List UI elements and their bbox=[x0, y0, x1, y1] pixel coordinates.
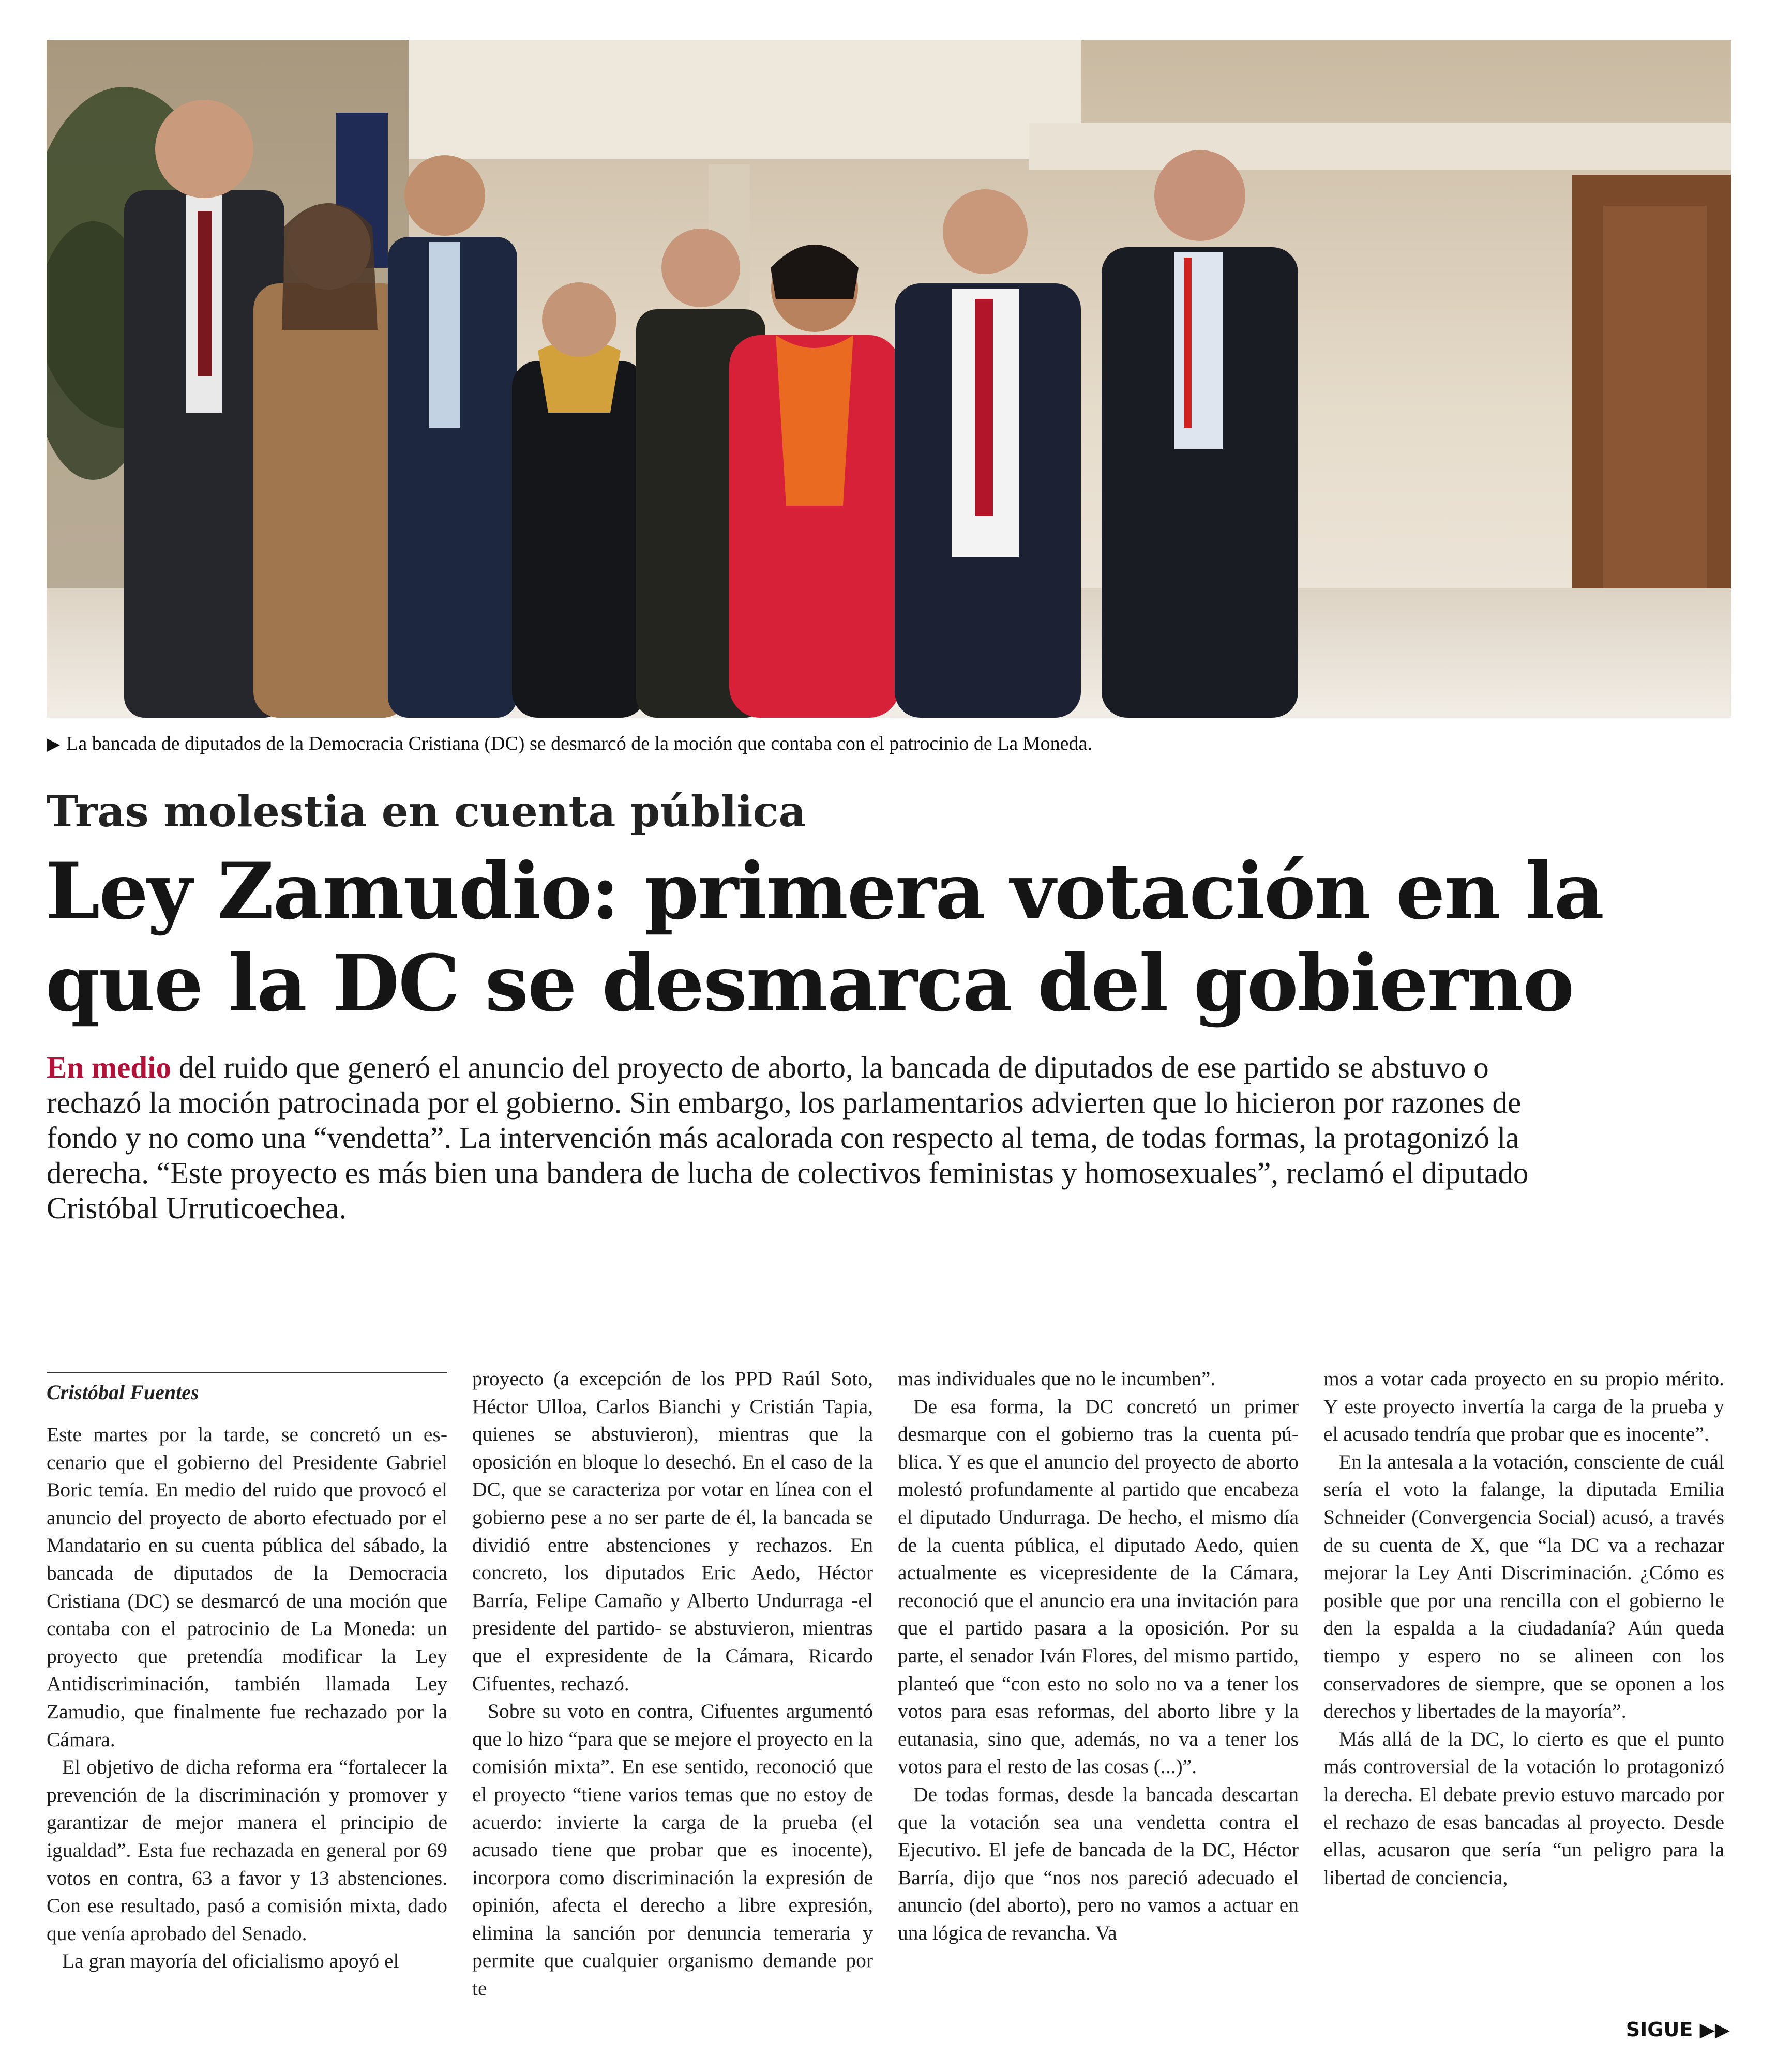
article-column-1 bbox=[47, 1421, 447, 1975]
paragraph: En la antesala a la votación, consciente de cuál sería el voto la falange, la diputada Emilia Schneider (Convergencia Social) acusó, a través de su cuenta de X, que “la DC va a rechazar mejorar la Ley Anti Discriminación. ¿Cómo es posible que por una rencilla con el gobierno le den la espalda a la ciudadanía? Aún queda tiempo y espero no se alineen con los conservadores de siempre, que se oponen a los derechos y libertades de la mayoría”. bbox=[1323, 1450, 1724, 1723]
lead-highlight: En medio bbox=[47, 1050, 171, 1084]
lead-paragraph bbox=[47, 1050, 1536, 1226]
paragraph: De todas formas, desde la bancada descartan que la votación sea una vendetta contra el Ejecutivo. El jefe de bancada de la DC, Héctor Barría, dijo que “nos nos pareció adecuado el anuncio (del aborto), pero no vamos a actuar en una lógica de revancha. Va bbox=[898, 1782, 1299, 1944]
kicker: Tras molestia en cuenta pública bbox=[47, 787, 806, 837]
article-column-4 bbox=[1323, 1365, 1724, 1892]
headline bbox=[46, 845, 1731, 1030]
group-photo bbox=[47, 40, 1731, 718]
article-column-3 bbox=[898, 1365, 1299, 1947]
paragraph: proyecto (a excepción de los PPD Raúl Soto, Héctor Ulloa, Carlos Bianchi y Cristián Tapia, quienes se abstuvieron), mientras que la oposición en bloque lo desechó. En el caso de la DC, que se caracteriza por votar en línea con el gobierno pese a no ser parte de él, la bancada se dividió entre abstenciones y rechazos. En concreto, los diputados Eric Aedo, Héctor Barría, Felipe Camaño y Alberto Undurraga -el presidente del partido- se abstuvieron, mientras que el expresidente de la Cámara, Ricardo Cifuentes, rechazó. bbox=[472, 1367, 873, 1695]
author-byline: Cristóbal Fuentes bbox=[47, 1381, 199, 1404]
paragraph: mos a votar cada proyecto en su propio mérito. Y este proyecto invertía la carga de la prueba y el acusado tendría que probar que es inocente”. bbox=[1323, 1367, 1724, 1446]
group-photo-icon bbox=[47, 40, 1731, 718]
photo-caption bbox=[47, 728, 1731, 759]
paragraph: Más allá de la DC, lo cierto es que el punto más controversial de la votación lo protagonizó la derecha. El debate previo estuvo marcado por el rechazo de esas bancadas al proyecto. Desde ellas, acusaron que sería “un peligro para la libertad de conciencia, bbox=[1323, 1727, 1724, 1889]
paragraph: El objetivo de dicha reforma era “fortalecer la prevención de la discriminación y promover y garantizar de mejor manera el principio de igualdad”. Esta fue rechazada en general por 69 votos en contra, 63 a favor y 13 abstenciones. Con ese resultado, pasó a comisión mixta, dado que venía aprobado del Senado. bbox=[47, 1756, 447, 1945]
caption-triangle-icon: ▶ bbox=[47, 735, 61, 754]
author-rule bbox=[47, 1372, 447, 1373]
lead-text: del ruido que generó el anuncio del proyecto de aborto, la bancada de diputados de ese partido se abstuvo o rechazó la moción patrocinada por el gobierno. Sin embargo, los parlamentarios advierten que lo hicieron por razones de fondo y no como una “vendetta”. La intervención más acalorada con respecto al tema, de todas formas, la protagonizó la derecha. “Este proyecto es más bien una bandera de lucha de colectivos feministas y homosexuales”, reclamó el diputado Cristóbal Urruticoechea. bbox=[47, 1050, 1529, 1225]
paragraph: La gran mayoría del oficialismo apoyó el bbox=[62, 1949, 399, 1973]
headline-line-1: Ley Zamudio: primera votación en la bbox=[46, 846, 1603, 937]
headline-line-2: que la DC se desmarca del gobierno bbox=[46, 938, 1574, 1029]
paragraph: Este martes por la tarde, se concretó un escenario que el gobierno del Presidente Gabriel Boric temía. En medio del ruido que provocó el anuncio del proyecto de aborto efectuado por el Mandatario en su cuenta pública del sábado, la bancada de diputados de la Democracia Cristiana (DC) se desmarcó de una moción que contaba con el patrocinio de La Moneda: un proyecto que pretendía modificar la Ley Antidiscriminación, también llamada Ley Zamudio, que finalmente fue rechazado por la Cámara. bbox=[47, 1423, 447, 1751]
continue-label[interactable]: SIGUE ▶▶ bbox=[1625, 2018, 1730, 2041]
article-column-2 bbox=[472, 1365, 873, 2003]
paragraph: mas individuales que no le incumben”. bbox=[898, 1367, 1216, 1390]
paragraph: Sobre su voto en contra, Cifuentes argumentó que lo hizo “para que se mejore el proyecto en la comisión mixta”. En ese sentido, reconoció que el proyecto “tiene varios temas que no estoy de acuerdo: invierte la carga de la prueba (el acusado tiene que probar que es inocente), incorpora como discriminación la expresión de opinión, afecta el derecho a libre expresión, elimina la sanción por denuncia temeraria y permite que cualquier organismo demande por te bbox=[472, 1700, 873, 2000]
caption-text: La bancada de diputados de la Democracia Cristiana (DC) se desmarcó de la moción que contaba con el patrocinio de La Moneda. bbox=[66, 733, 1092, 754]
paragraph: De esa forma, la DC concretó un primer desmarque con el gobierno tras la cuenta pública. Y es que el anuncio del proyecto de aborto molestó profundamente al partido que encabeza el diputado Undurraga. De hecho, el mismo día de la cuenta pública, el diputado Aedo, quien actualmente es vicepresidente de la Cámara, reconoció que el anuncio era una invitación para que el partido pasara a la oposición. Por su parte, el senador Iván Flores, del mismo partido, planteó que “con esto no solo no va a tener los votos para esas reformas, del aborto libre y la eutanasia, sino que, además, no va a tener los votos para el resto de las cosas (...)”. bbox=[898, 1395, 1299, 1778]
